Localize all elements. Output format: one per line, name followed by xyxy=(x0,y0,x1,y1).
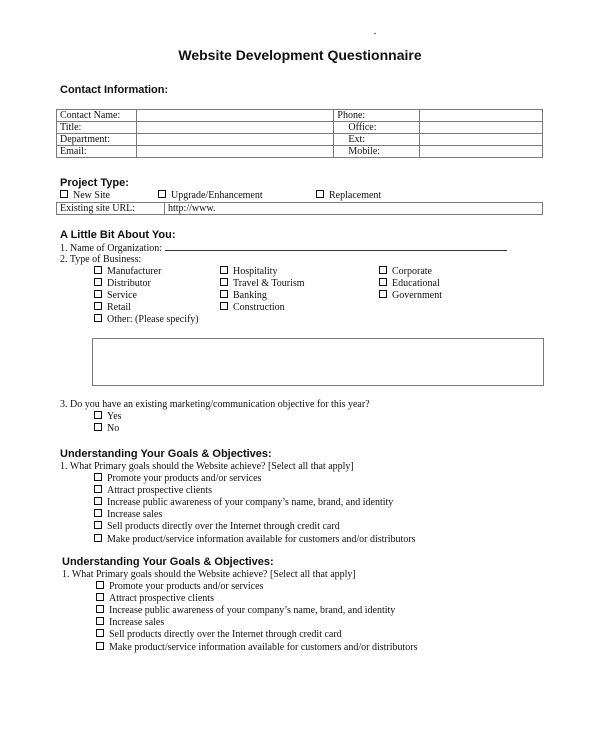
contact-label: Title: xyxy=(57,122,137,134)
goal-option[interactable]: Promote your products and/or services xyxy=(94,473,261,485)
contact-field[interactable] xyxy=(136,134,333,146)
checkbox-icon[interactable] xyxy=(96,581,104,589)
checkbox-icon[interactable] xyxy=(220,290,228,298)
goal-option[interactable]: Increase public awareness of your company’s name, brand, and identity xyxy=(96,605,395,617)
option-upgrade[interactable]: Upgrade/Enhancement xyxy=(158,190,263,202)
business-hospitality[interactable]: Hospitality xyxy=(220,266,277,278)
goal-option[interactable]: Increase sales xyxy=(94,509,162,521)
marketing-yes[interactable]: Yes xyxy=(94,411,122,423)
option-new-site[interactable]: New Site xyxy=(60,190,110,202)
contact-label: Email: xyxy=(57,146,137,158)
question-business-type: 2. Type of Business: xyxy=(60,254,142,265)
checkbox-icon[interactable] xyxy=(94,314,102,322)
checkbox-icon[interactable] xyxy=(158,190,166,198)
contact-label: Ext: xyxy=(334,134,420,146)
contact-label: Department: xyxy=(57,134,137,146)
business-banking[interactable]: Banking xyxy=(220,290,267,302)
contact-label: Contact Name: xyxy=(57,110,137,122)
contact-field[interactable] xyxy=(420,122,543,134)
goals-question-repeat: 1. What Primary goals should the Website achieve? [Select all that apply] xyxy=(62,569,356,580)
business-government[interactable]: Government xyxy=(379,290,442,302)
contact-label: Office: xyxy=(334,122,420,134)
goals-heading-repeat: Understanding Your Goals & Objectives: xyxy=(62,556,274,568)
business-distributor[interactable]: Distributor xyxy=(94,278,151,290)
business-corporate[interactable]: Corporate xyxy=(379,266,432,278)
goal-option[interactable]: Attract prospective clients xyxy=(96,593,214,605)
contact-field[interactable] xyxy=(420,146,543,158)
contact-field[interactable] xyxy=(136,146,333,158)
checkbox-icon[interactable] xyxy=(94,509,102,517)
goal-option[interactable]: Make product/service information available for customers and/or distributors xyxy=(94,534,416,546)
goal-option[interactable]: Make product/service information available for customers and/or distributors xyxy=(96,642,418,654)
question-marketing-objective: 3. Do you have an existing marketing/communication objective for this year? xyxy=(60,399,370,410)
existing-site-label: Existing site URL: xyxy=(57,203,165,215)
contact-label: Mobile: xyxy=(334,146,420,158)
checkbox-icon[interactable] xyxy=(96,642,104,650)
goal-option[interactable]: Increase sales xyxy=(96,617,164,629)
goals-question: 1. What Primary goals should the Website achieve? [Select all that apply] xyxy=(60,461,354,472)
project-heading: Project Type: xyxy=(60,177,129,189)
checkbox-icon[interactable] xyxy=(94,521,102,529)
goals-heading: Understanding Your Goals & Objectives: xyxy=(60,448,272,460)
contact-row xyxy=(57,110,543,122)
contact-row xyxy=(57,146,543,158)
checkbox-icon[interactable] xyxy=(94,534,102,542)
checkbox-icon[interactable] xyxy=(94,423,102,431)
business-construction[interactable]: Construction xyxy=(220,302,285,314)
business-other[interactable]: Other: (Please specify) xyxy=(94,314,199,326)
stray-mark xyxy=(374,33,376,34)
checkbox-icon[interactable] xyxy=(96,593,104,601)
goal-option[interactable]: Increase public awareness of your company’s name, brand, and identity xyxy=(94,497,393,509)
contact-table xyxy=(56,109,543,158)
goal-option[interactable]: Sell products directly over the Internet through credit card xyxy=(94,521,340,533)
checkbox-icon[interactable] xyxy=(379,266,387,274)
business-retail[interactable]: Retail xyxy=(94,302,131,314)
checkbox-icon[interactable] xyxy=(94,278,102,286)
question-organization: 1. Name of Organization: xyxy=(60,242,507,255)
business-manufacturer[interactable]: Manufacturer xyxy=(94,266,161,278)
business-educational[interactable]: Educational xyxy=(379,278,440,290)
checkbox-icon[interactable] xyxy=(96,605,104,613)
checkbox-icon[interactable] xyxy=(316,190,324,198)
contact-row xyxy=(57,122,543,134)
checkbox-icon[interactable] xyxy=(94,290,102,298)
goal-option[interactable]: Attract prospective clients xyxy=(94,485,212,497)
checkbox-icon[interactable] xyxy=(94,473,102,481)
goal-option[interactable]: Sell products directly over the Internet through credit card xyxy=(96,629,342,641)
checkbox-icon[interactable] xyxy=(94,485,102,493)
existing-site-row xyxy=(57,203,543,215)
about-heading: A Little Bit About You: xyxy=(60,229,176,241)
checkbox-icon[interactable] xyxy=(220,302,228,310)
checkbox-icon[interactable] xyxy=(94,497,102,505)
checkbox-icon[interactable] xyxy=(94,266,102,274)
business-service[interactable]: Service xyxy=(94,290,137,302)
option-replacement[interactable]: Replacement xyxy=(316,190,381,202)
existing-site-url-field[interactable]: http://www. xyxy=(165,203,543,215)
marketing-no[interactable]: No xyxy=(94,423,119,435)
organization-line[interactable] xyxy=(165,242,507,251)
checkbox-icon[interactable] xyxy=(94,411,102,419)
contact-field[interactable] xyxy=(420,134,543,146)
contact-heading: Contact Information: xyxy=(60,84,169,96)
checkbox-icon[interactable] xyxy=(96,629,104,637)
contact-label: Phone: xyxy=(334,110,420,122)
checkbox-icon[interactable] xyxy=(96,617,104,625)
checkbox-icon[interactable] xyxy=(379,290,387,298)
contact-field[interactable] xyxy=(136,122,333,134)
page-title: Website Development Questionnaire xyxy=(178,47,422,63)
contact-field[interactable] xyxy=(136,110,333,122)
goal-option[interactable]: Promote your products and/or services xyxy=(96,581,263,593)
contact-row xyxy=(57,134,543,146)
checkbox-icon[interactable] xyxy=(220,278,228,286)
business-travel-tourism[interactable]: Travel & Tourism xyxy=(220,278,305,290)
checkbox-icon[interactable] xyxy=(60,190,68,198)
contact-field[interactable] xyxy=(420,110,543,122)
checkbox-icon[interactable] xyxy=(379,278,387,286)
checkbox-icon[interactable] xyxy=(94,302,102,310)
existing-site-table xyxy=(56,202,543,215)
checkbox-icon[interactable] xyxy=(220,266,228,274)
other-specify-textarea[interactable] xyxy=(92,338,544,386)
